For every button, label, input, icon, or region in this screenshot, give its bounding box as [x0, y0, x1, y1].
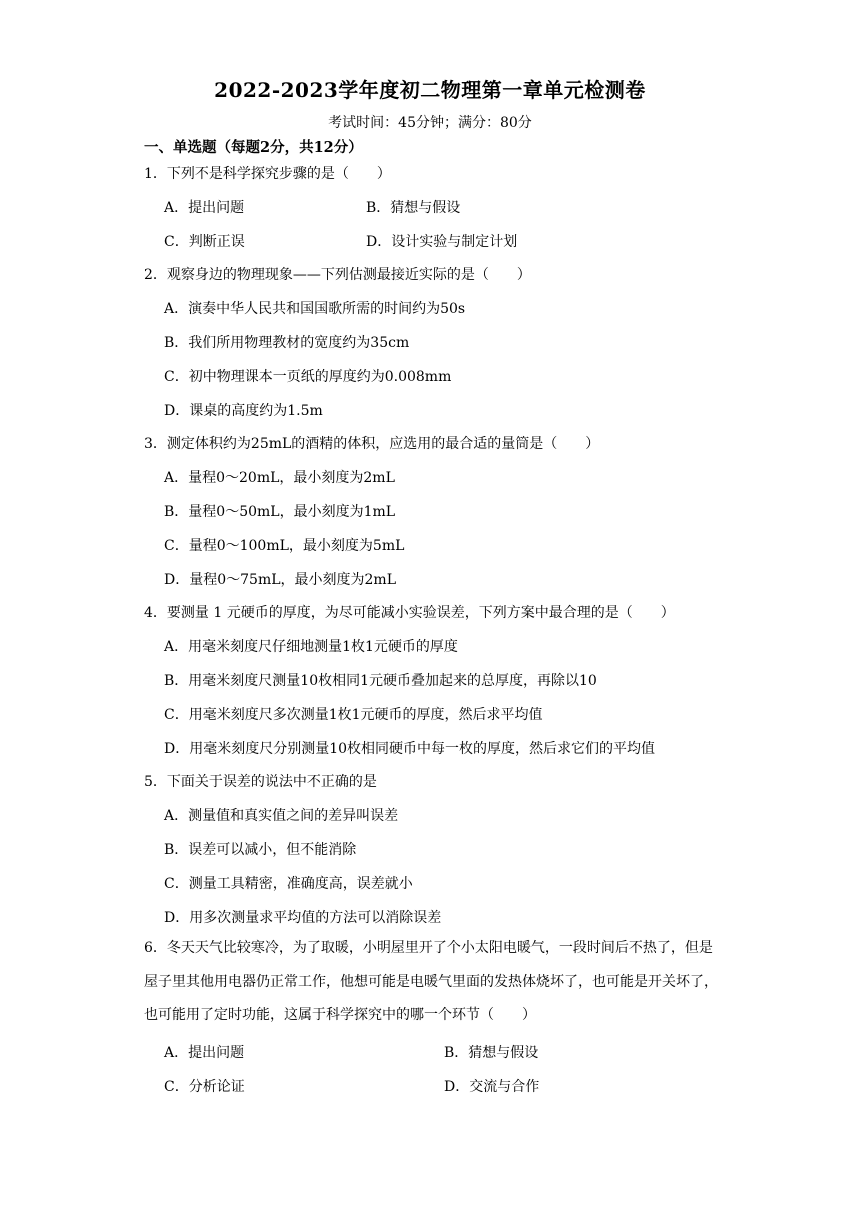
- question-5-option-d: D．用多次测量求平均值的方法可以消除误差: [164, 910, 442, 926]
- question-4-option-c: C．用毫米刻度尺多次测量1枚1元硬币的厚度，然后求平均值: [164, 707, 543, 723]
- question-1-stem: 1．下列不是科学探究步骤的是（ ）: [144, 166, 391, 182]
- question-6-option-a: A．提出问题: [164, 1045, 245, 1061]
- exam-info: 考试时间：45分钟；满分：80分: [328, 115, 532, 131]
- question-2-option-d: D．课桌的高度约为1.5m: [164, 403, 323, 419]
- question-4-stem: 4．要测量 1 元硬币的厚度，为尽可能减小实验误差，下列方案中最合理的是（ ）: [144, 605, 675, 621]
- question-3-option-c: C．量程0～100mL，最小刻度为5mL: [164, 538, 405, 554]
- question-5-option-b: B．误差可以减小，但不能消除: [164, 842, 357, 858]
- exam-title: 2022-2023学年度初二物理第一章单元检测卷: [214, 78, 646, 102]
- question-6-option-c: C．分析论证: [164, 1079, 245, 1095]
- question-4-option-a: A．用毫米刻度尺仔细地测量1枚1元硬币的厚度: [164, 639, 458, 655]
- question-2-stem: 2．观察身边的物理现象——下列估测最接近实际的是（ ）: [144, 267, 531, 283]
- question-3-stem: 3．测定体积约为25mL的酒精的体积，应选用的最合适的量筒是（ ）: [144, 436, 600, 452]
- question-5-option-c: C．测量工具精密，准确度高，误差就小: [164, 876, 413, 892]
- question-1-option-a: A．提出问题: [164, 200, 245, 216]
- question-3-option-d: D．量程0～75mL，最小刻度为2mL: [164, 572, 396, 588]
- question-1-option-d: D．设计实验与制定计划: [366, 234, 518, 250]
- question-4-option-d: D．用毫米刻度尺分别测量10枚相同硬币中每一枚的厚度，然后求它们的平均值: [164, 741, 656, 757]
- question-1-option-c: C．判断正误: [164, 234, 245, 250]
- question-3-option-a: A．量程0～20mL，最小刻度为2mL: [164, 470, 395, 486]
- question-6-stem: 6．冬天天气比较寒冷，为了取暖，小明屋里开了个小太阳电暖气，一段时间后不热了，但是屋子里其他用电器仍正常工作，他想可能是电暖气里面的发热体烧坏了，也可能是开关坏了，也可能用了定时功能，这属于科学探究中的哪一个环节（ ）: [144, 940, 718, 1023]
- question-6-option-d: D．交流与合作: [444, 1079, 540, 1095]
- question-3-option-b: B．量程0～50mL，最小刻度为1mL: [164, 504, 396, 520]
- question-5-stem: 5．下面关于误差的说法中不正确的是: [144, 774, 377, 790]
- question-1-option-b: B．猜想与假设: [366, 200, 461, 216]
- question-6-option-b: B．猜想与假设: [444, 1045, 539, 1061]
- question-2-option-a: A．演奏中华人民共和国国歌所需的时间约为50s: [164, 301, 466, 317]
- question-2-option-c: C．初中物理课本一页纸的厚度约为0.008mm: [164, 369, 452, 385]
- question-4-option-b: B．用毫米刻度尺测量10枚相同1元硬币叠加起来的总厚度，再除以10: [164, 673, 597, 689]
- question-5-option-a: A．测量值和真实值之间的差异叫误差: [164, 808, 399, 824]
- section-heading: 一、单选题（每题2分，共12分）: [144, 139, 363, 156]
- question-2-option-b: B．我们所用物理教材的宽度约为35cm: [164, 335, 410, 351]
